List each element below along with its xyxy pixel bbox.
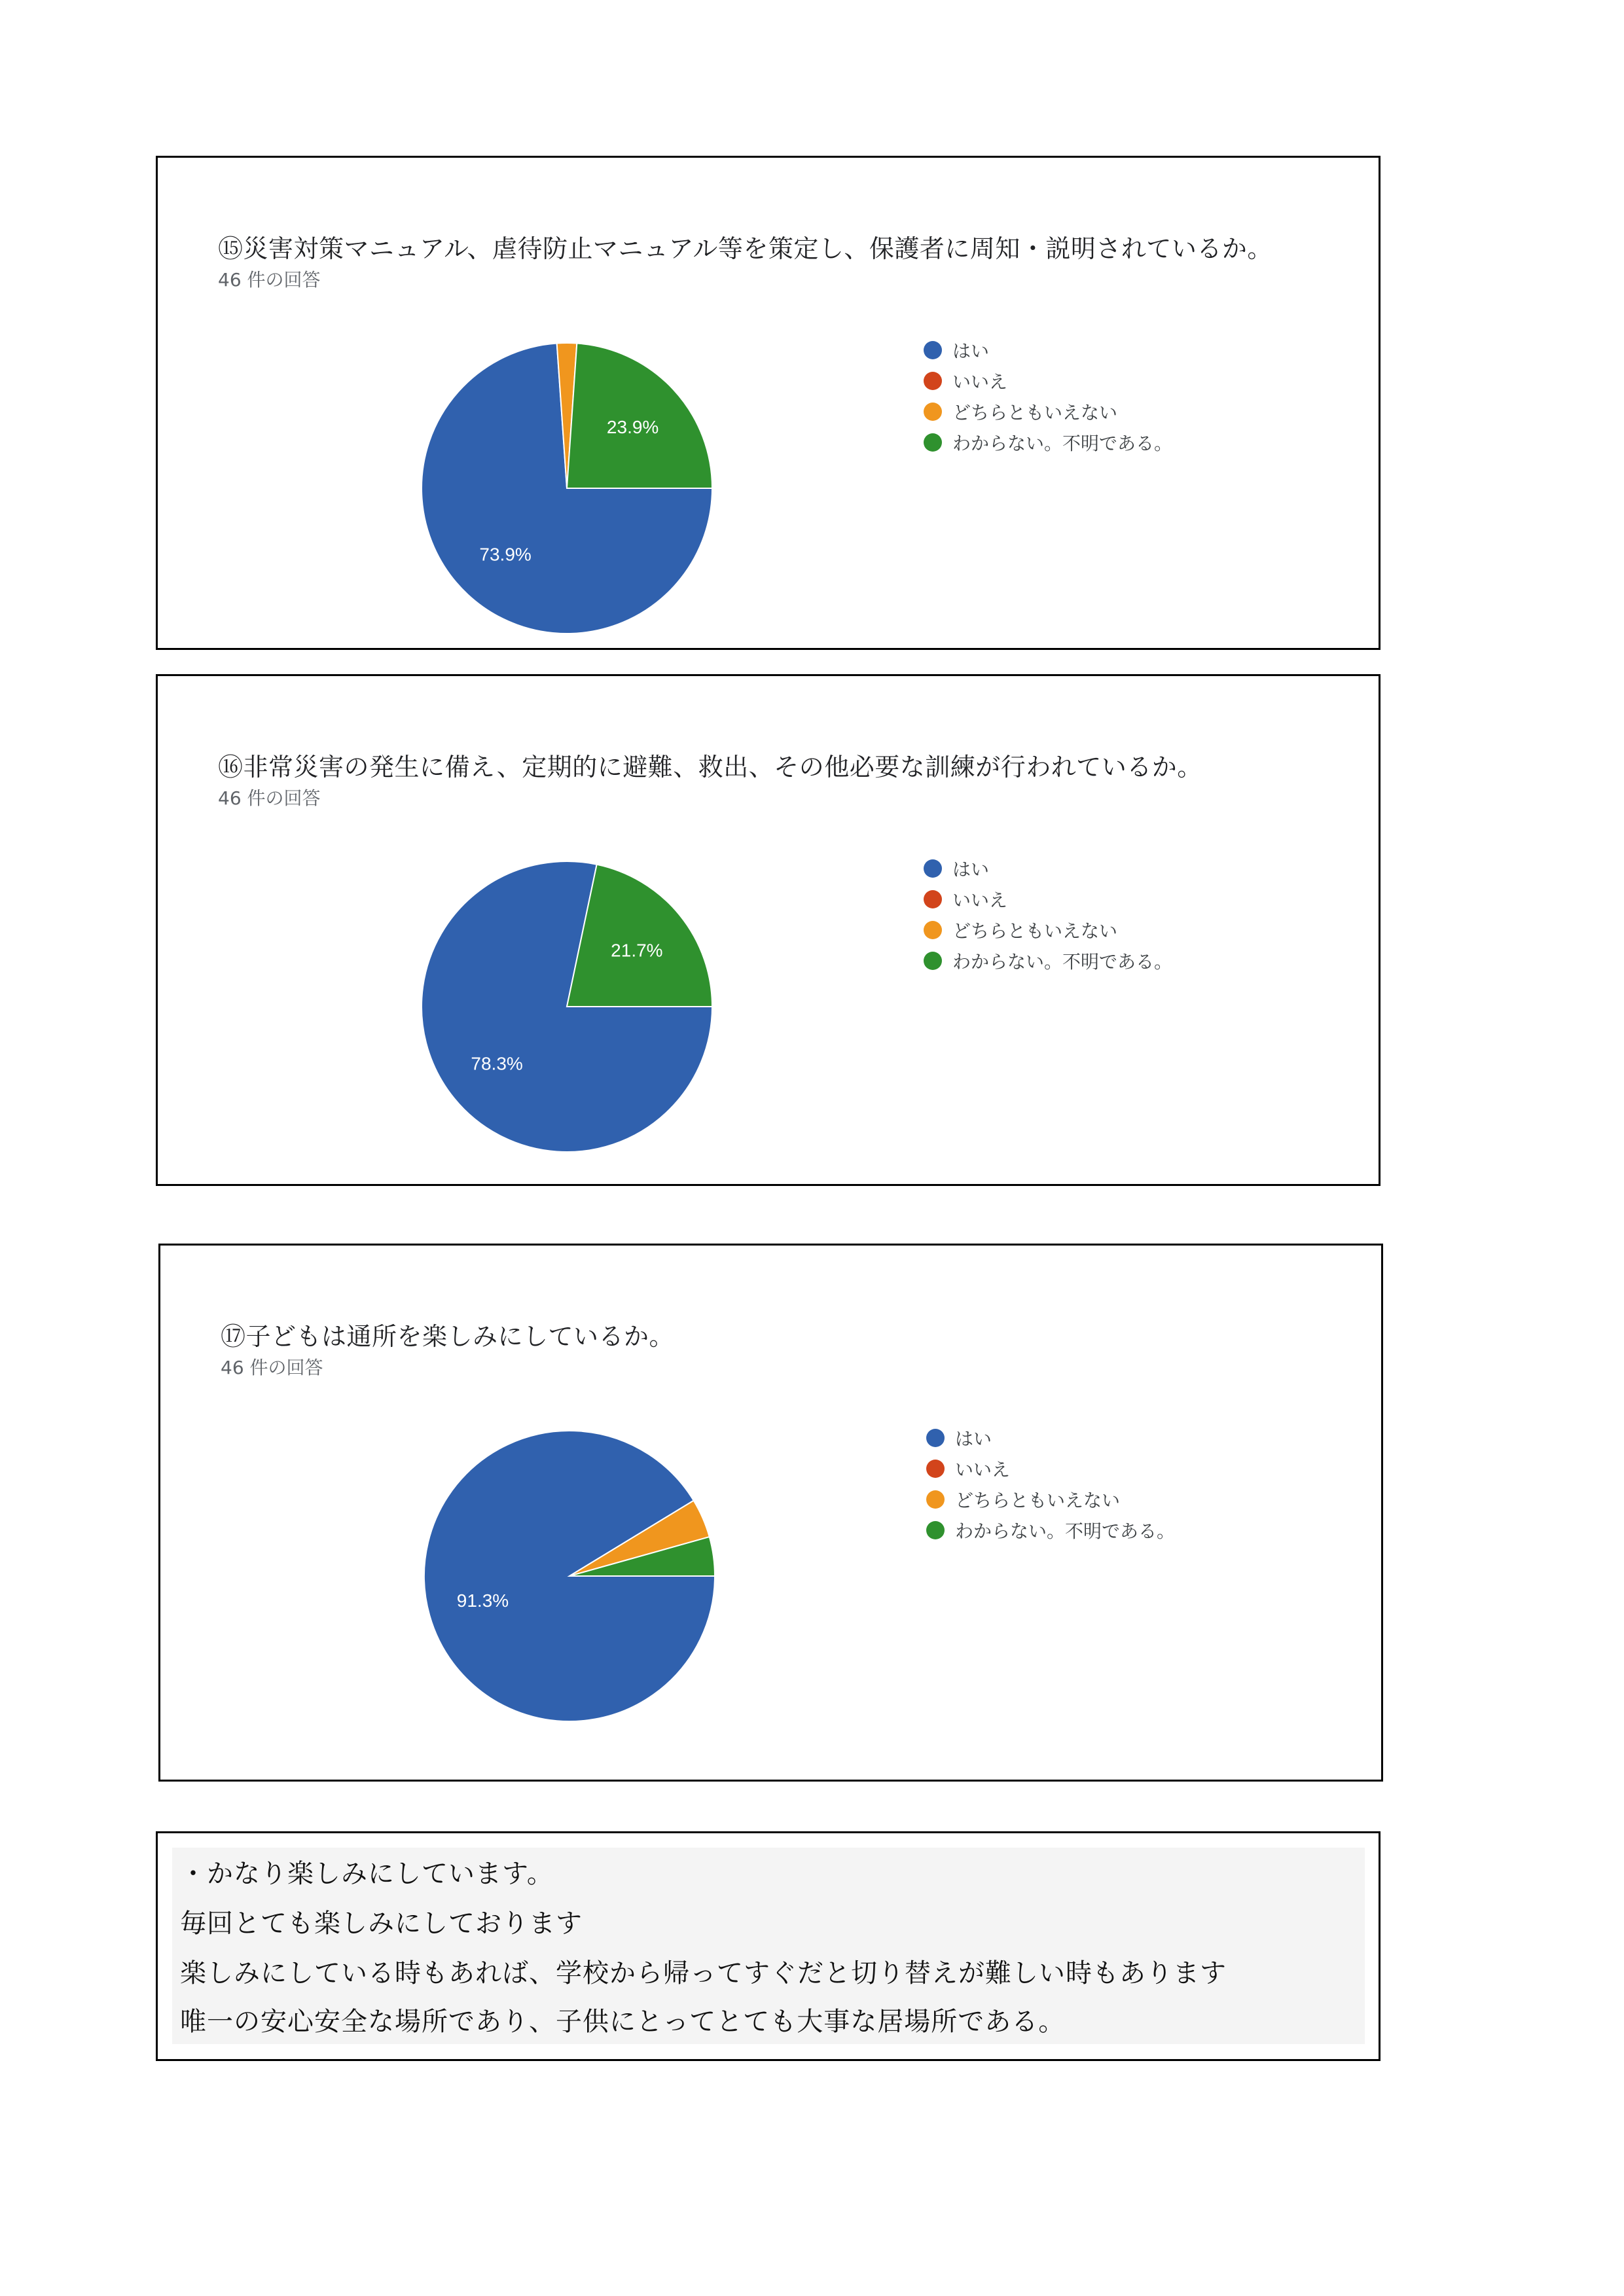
chart-title: ⑰子どもは通所を楽しみにしているか。	[221, 1322, 675, 1351]
legend-label: いいえ	[952, 370, 1008, 393]
legend-label: どちらともいえない	[952, 401, 1118, 423]
legend-dot-icon	[924, 433, 942, 452]
legend-item[interactable]	[924, 427, 1172, 457]
legend-label: はい	[955, 1427, 992, 1450]
pie-chart	[422, 1429, 717, 1723]
legend-item[interactable]	[924, 853, 1172, 884]
comments-list	[172, 1848, 1365, 2044]
legend-item[interactable]	[924, 334, 1172, 365]
legend-dot-icon	[924, 372, 942, 390]
pie-data-label: 23.9%	[606, 417, 659, 438]
legend-label: はい	[952, 858, 990, 880]
pie-data-label: 21.7%	[611, 940, 663, 961]
response-count: 46 件の回答	[221, 1357, 323, 1378]
legend-item[interactable]	[926, 1453, 1175, 1484]
legend-label: わからない。不明である。	[955, 1520, 1176, 1542]
legend-item[interactable]	[924, 914, 1172, 945]
chart-card-15	[156, 156, 1380, 650]
legend-item[interactable]	[924, 945, 1172, 976]
legend-item[interactable]	[926, 1515, 1175, 1545]
chart-legend	[926, 1422, 1175, 1545]
legend-dot-icon	[924, 890, 942, 908]
pie-data-label: 73.9%	[479, 544, 532, 565]
chart-legend	[924, 853, 1172, 976]
legend-item[interactable]	[924, 365, 1172, 396]
pie-chart	[420, 859, 714, 1154]
comment-line: 毎回とても楽しみにしております	[180, 1909, 583, 1939]
legend-dot-icon	[926, 1460, 945, 1478]
legend-dot-icon	[926, 1429, 945, 1447]
legend-label: いいえ	[952, 889, 1008, 911]
response-count: 46 件の回答	[218, 787, 321, 809]
legend-dot-icon	[926, 1490, 945, 1509]
legend-dot-icon	[924, 952, 942, 970]
legend-dot-icon	[926, 1521, 945, 1539]
legend-dot-icon	[924, 341, 942, 359]
chart-title: ⑯非常災害の発生に備え、定期的に避難、救出、その他必要な訓練が行われているか。	[218, 753, 1202, 781]
legend-label: はい	[952, 340, 990, 362]
chart-title: ⑮災害対策マニュアル、虐待防止マニュアル等を策定し、保護者に周知・説明されているか。	[218, 234, 1272, 263]
legend-label: いいえ	[955, 1458, 1011, 1480]
chart-legend	[924, 334, 1172, 457]
legend-label: どちらともいえない	[955, 1489, 1121, 1511]
pie-chart	[420, 341, 714, 636]
chart-card-17	[158, 1244, 1383, 1782]
pie-data-label: 91.3%	[456, 1590, 509, 1611]
legend-label: わからない。不明である。	[952, 432, 1173, 454]
legend-label: わからない。不明である。	[952, 950, 1173, 973]
legend-dot-icon	[924, 921, 942, 939]
comment-line: 唯一の安心安全な場所であり、子供にとってとても大事な居場所である。	[180, 2007, 1066, 2037]
pie-data-label: 78.3%	[471, 1053, 523, 1074]
response-count: 46 件の回答	[218, 269, 321, 291]
comments-box	[156, 1831, 1380, 2061]
legend-item[interactable]	[926, 1422, 1175, 1453]
legend-item[interactable]	[924, 884, 1172, 914]
legend-dot-icon	[924, 403, 942, 421]
chart-card-16	[156, 674, 1380, 1186]
legend-item[interactable]	[926, 1484, 1175, 1515]
legend-label: どちらともいえない	[952, 920, 1118, 942]
comment-line: 楽しみにしている時もあれば、学校から帰ってすぐだと切り替えが難しい時もあります	[180, 1958, 1227, 1988]
comment-line: ・かなり楽しみにしています。	[180, 1859, 554, 1889]
legend-item[interactable]	[924, 396, 1172, 427]
pie-slice-3[interactable]	[567, 344, 712, 488]
legend-dot-icon	[924, 859, 942, 878]
